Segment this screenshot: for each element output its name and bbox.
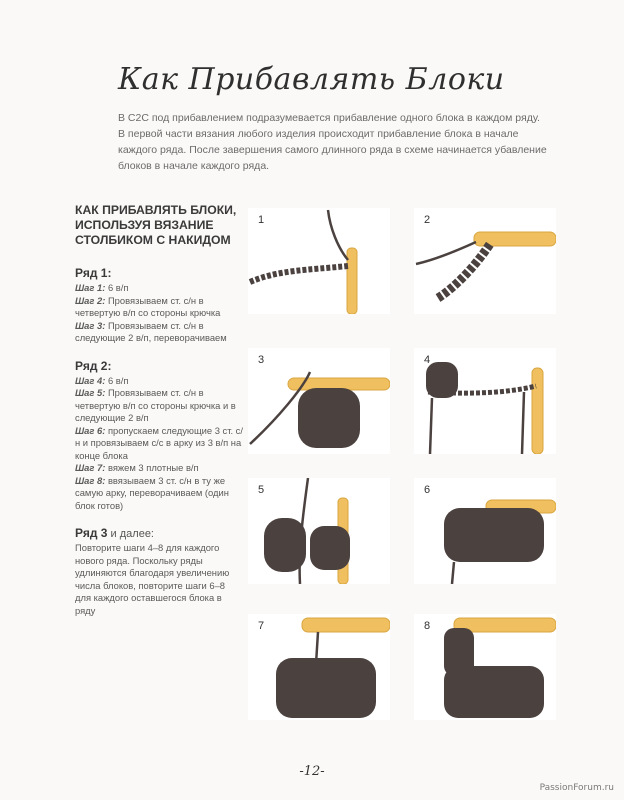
yarn-strand <box>430 398 432 454</box>
step-photo-2 <box>414 208 556 314</box>
chain-stitches <box>438 244 490 298</box>
yarn-strand <box>416 242 476 264</box>
step-photo-4 <box>414 348 556 454</box>
step-1: Шаг 1: 6 в/п <box>75 282 129 293</box>
step-7: Шаг 7: вяжем 3 плотные в/п <box>75 462 199 473</box>
watermark: PassionForum.ru <box>539 783 614 793</box>
step-photo-7 <box>248 614 390 720</box>
crochet-block <box>444 666 544 718</box>
row-2-title: Ряд 2: <box>75 358 112 373</box>
yarn-strand <box>452 562 454 584</box>
row-3-text: Повторите шаги 4–8 для каждого нового ряда. Поскольку ряды удлиняются благодаря увеличению числа блоков, повторите шаги 6–8 для каждого оставшегося блока в ряду <box>75 542 230 616</box>
step-5: Шаг 5: Провязываем ст. с/н в четвертую в/п со стороны крючка и в следующие 2 в/п <box>75 387 236 423</box>
chain-stitches <box>250 266 348 282</box>
row-3-block <box>75 526 243 617</box>
photo-number: 6 <box>424 484 431 496</box>
row-3-title: Ряд 3 и далее: <box>75 526 154 540</box>
step-photo-5 <box>248 478 390 584</box>
step-2: Шаг 2: Провязываем ст. с/н в четвертую в/п со стороны крючка <box>75 294 221 318</box>
intro-text <box>118 110 558 174</box>
crochet-hook <box>302 618 390 632</box>
photo-number: 4 <box>424 354 431 366</box>
crochet-block <box>298 388 360 448</box>
instructions-heading: КАК ПРИБАВЛЯТЬ БЛОКИ, ИСПОЛЬЗУЯ ВЯЗАНИЕ СТОЛБИКОМ С НАКИДОМ <box>75 203 237 247</box>
step-photo-6 <box>414 478 556 584</box>
instructions-column <box>75 203 243 631</box>
crochet-hook <box>347 248 357 314</box>
crochet-hook <box>532 368 543 454</box>
row-2-block <box>75 359 243 513</box>
photo-number: 1 <box>258 214 265 226</box>
crochet-block <box>276 658 376 718</box>
photo-number: 2 <box>424 214 431 226</box>
yarn-strand <box>328 210 348 260</box>
step-photo-8 <box>414 614 556 720</box>
photo-number: 8 <box>424 620 431 632</box>
photo-number: 5 <box>258 484 265 496</box>
step-6: Шаг 6: пропускаем следующие 3 ст. с/н и провязываем с/с в арку из 3 в/п на конце блока <box>75 424 243 461</box>
crochet-block <box>444 508 544 562</box>
intro-line-1: В С2С под прибавлением подразумевается прибавление одного блока в каждом ряду. <box>118 112 540 124</box>
step-photo-1 <box>248 208 390 314</box>
intro-line-2: В первой части вязания любого изделия происходит прибавление блока в начале каждого ряда. После завершения самого длинного ряда в схеме начинается убавление блоков в начале каждого ряда. <box>118 128 547 172</box>
step-8: Шаг 8: ввязываем 3 ст. с/н в ту же самую арку, переворачиваем (один блок готов) <box>75 474 229 511</box>
row-1-block <box>75 266 243 345</box>
page-title: Как Прибавлять Блоки <box>118 62 505 97</box>
step-photo-3 <box>248 348 390 454</box>
step-4: Шаг 4: 6 в/п <box>75 374 129 386</box>
row-1-title: Ряд 1: <box>75 266 112 280</box>
photo-number: 7 <box>258 620 265 632</box>
photo-number: 3 <box>258 354 265 366</box>
yarn-strand <box>522 392 524 454</box>
step-3: Шаг 3: Провязываем ст. с/н в следующие 2 в/п, переворачиваем <box>75 319 227 343</box>
crochet-block <box>310 526 350 570</box>
page-number: -12- <box>299 764 325 779</box>
